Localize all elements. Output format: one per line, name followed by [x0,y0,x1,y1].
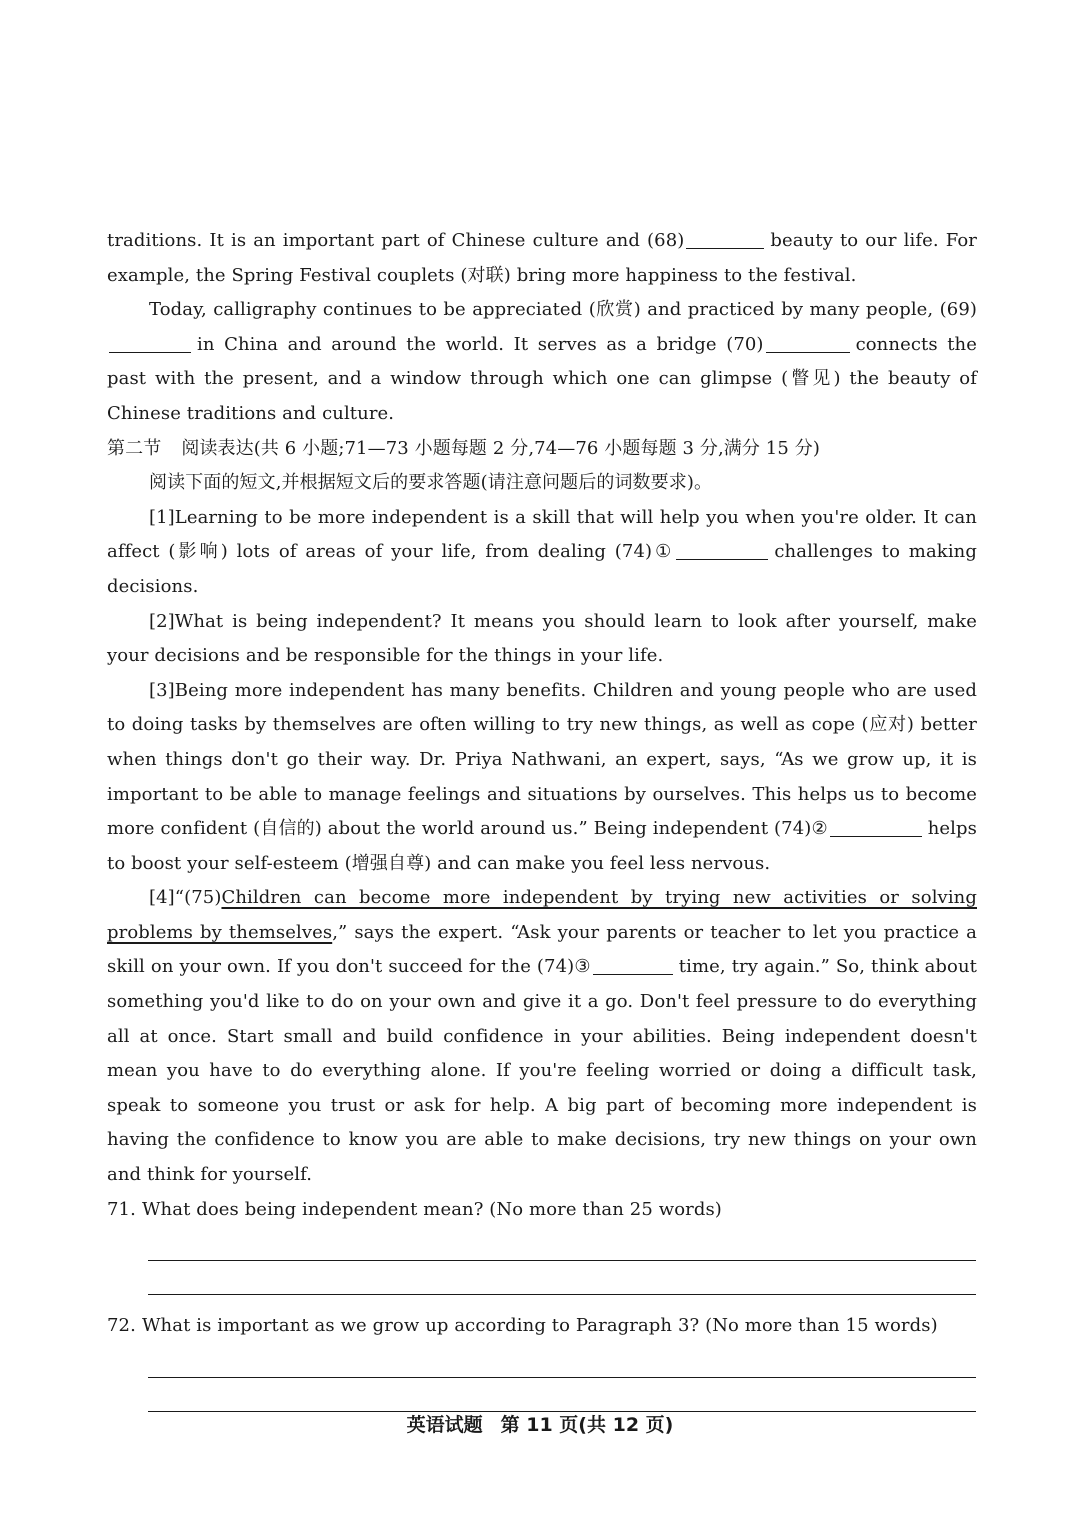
text-segment: challenges to making decisions. [107,541,977,597]
answer-line-72-a[interactable] [148,1344,976,1378]
blank-74-3[interactable] [593,954,673,975]
answer-line-71-b[interactable] [148,1261,976,1295]
page-footer [0,1410,1080,1437]
blank-69[interactable] [109,332,191,353]
section-title: 阅读表达(共 6 小题;71—73 小题每题 2 分,74—76 小题每题 3 分,满分 15 分) [181,437,820,459]
paragraph-today [107,293,977,431]
text-segment: traditions. It is an important part of Chinese culture and (68) [107,230,685,251]
section-label: 第二节 [107,437,162,459]
section-heading [107,432,977,467]
text-segment: [1]Learning to be more independent is a skill that will help you when you're older. It can affect (影响) lots of areas of your life, from dealing (74)① [107,506,977,563]
paragraph-1 [107,501,977,605]
question-71 [107,1193,977,1228]
text-segment: in China and around the world. It serves as a bridge (70) [197,333,764,355]
underlined-sentence-75: Children can become more independent by trying new activities or solving problems by themselves [107,887,977,943]
footer-subject: 英语试题 [406,1414,483,1436]
section-instruction: 阅读下面的短文,并根据短文后的要求答题(请注意问题后的词数要求)。 [149,472,713,494]
text-segment: [4]“(75) [149,887,222,909]
text-segment: Today, calligraphy continues to be appreciated (欣赏) and practiced by many people, (69) [149,299,977,321]
text-segment: ,” says the expert. “Ask your parents or teacher to let you practice a skill on your own. If you don't succeed for the (74)③ [107,921,977,978]
text-segment: connects the past with the present, and a window through which one can glimpse (瞥见) the beauty of Chinese traditions and culture. [107,333,977,424]
text-segment: time, try again.” So, think about something you'd like to do on your own and give it a go. Don't feel pressure to do everything all at once. Start small and build confidence in your abilities. Being independent doesn't mean you have to do everything alone. If you're feeling worried or doing a difficult task, speak to someone you trust or ask for help. A big part of becoming more independent is having the confidence to know you are able to make decisions, try new things on your own and think for yourself. [107,956,977,1186]
text-segment: beauty to our life. For example, the Spring Festival couplets (对联) bring more happiness to the festival. [107,230,977,286]
paragraph-2: [2]What is being independent? It means you should learn to look after yourself, make your decisions and be responsible for the things in your life. [107,610,977,667]
paragraph-traditions [107,224,977,293]
blank-70[interactable] [766,332,850,353]
question-number: 71. [107,1198,136,1220]
question-number: 72. [107,1315,136,1337]
question-72 [107,1309,977,1344]
answer-line-72-b[interactable] [148,1378,976,1412]
answer-line-71-a[interactable] [148,1227,976,1261]
blank-74-2[interactable] [830,816,922,837]
blank-68[interactable] [686,228,764,249]
page-content [107,224,977,1412]
paragraph-4 [107,881,977,1192]
question-text: What does being independent mean? (No more than 25 words) [141,1198,722,1220]
paragraph-3 [107,674,977,882]
text-segment: helps to boost your self-esteem (增强自尊) and can make you feel less nervous. [107,818,977,874]
footer-page-number: 第 11 页(共 12 页) [500,1414,674,1436]
blank-74-1[interactable] [676,539,768,560]
text-segment: [3]Being more independent has many benefits. Children and young people who are used to doing tasks by themselves are often willing to try new things, as well as cope (应对) better when things don't go their way. Dr. Priya Nathwani, an expert, says, “As we grow up, it is important to be able to manage feelings and situations by ourselves. This helps us to become more confident (自信的) about the world around us.” Being independent (74)② [107,679,977,840]
question-text: What is important as we grow up according to Paragraph 3? (No more than 15 words) [141,1315,938,1337]
